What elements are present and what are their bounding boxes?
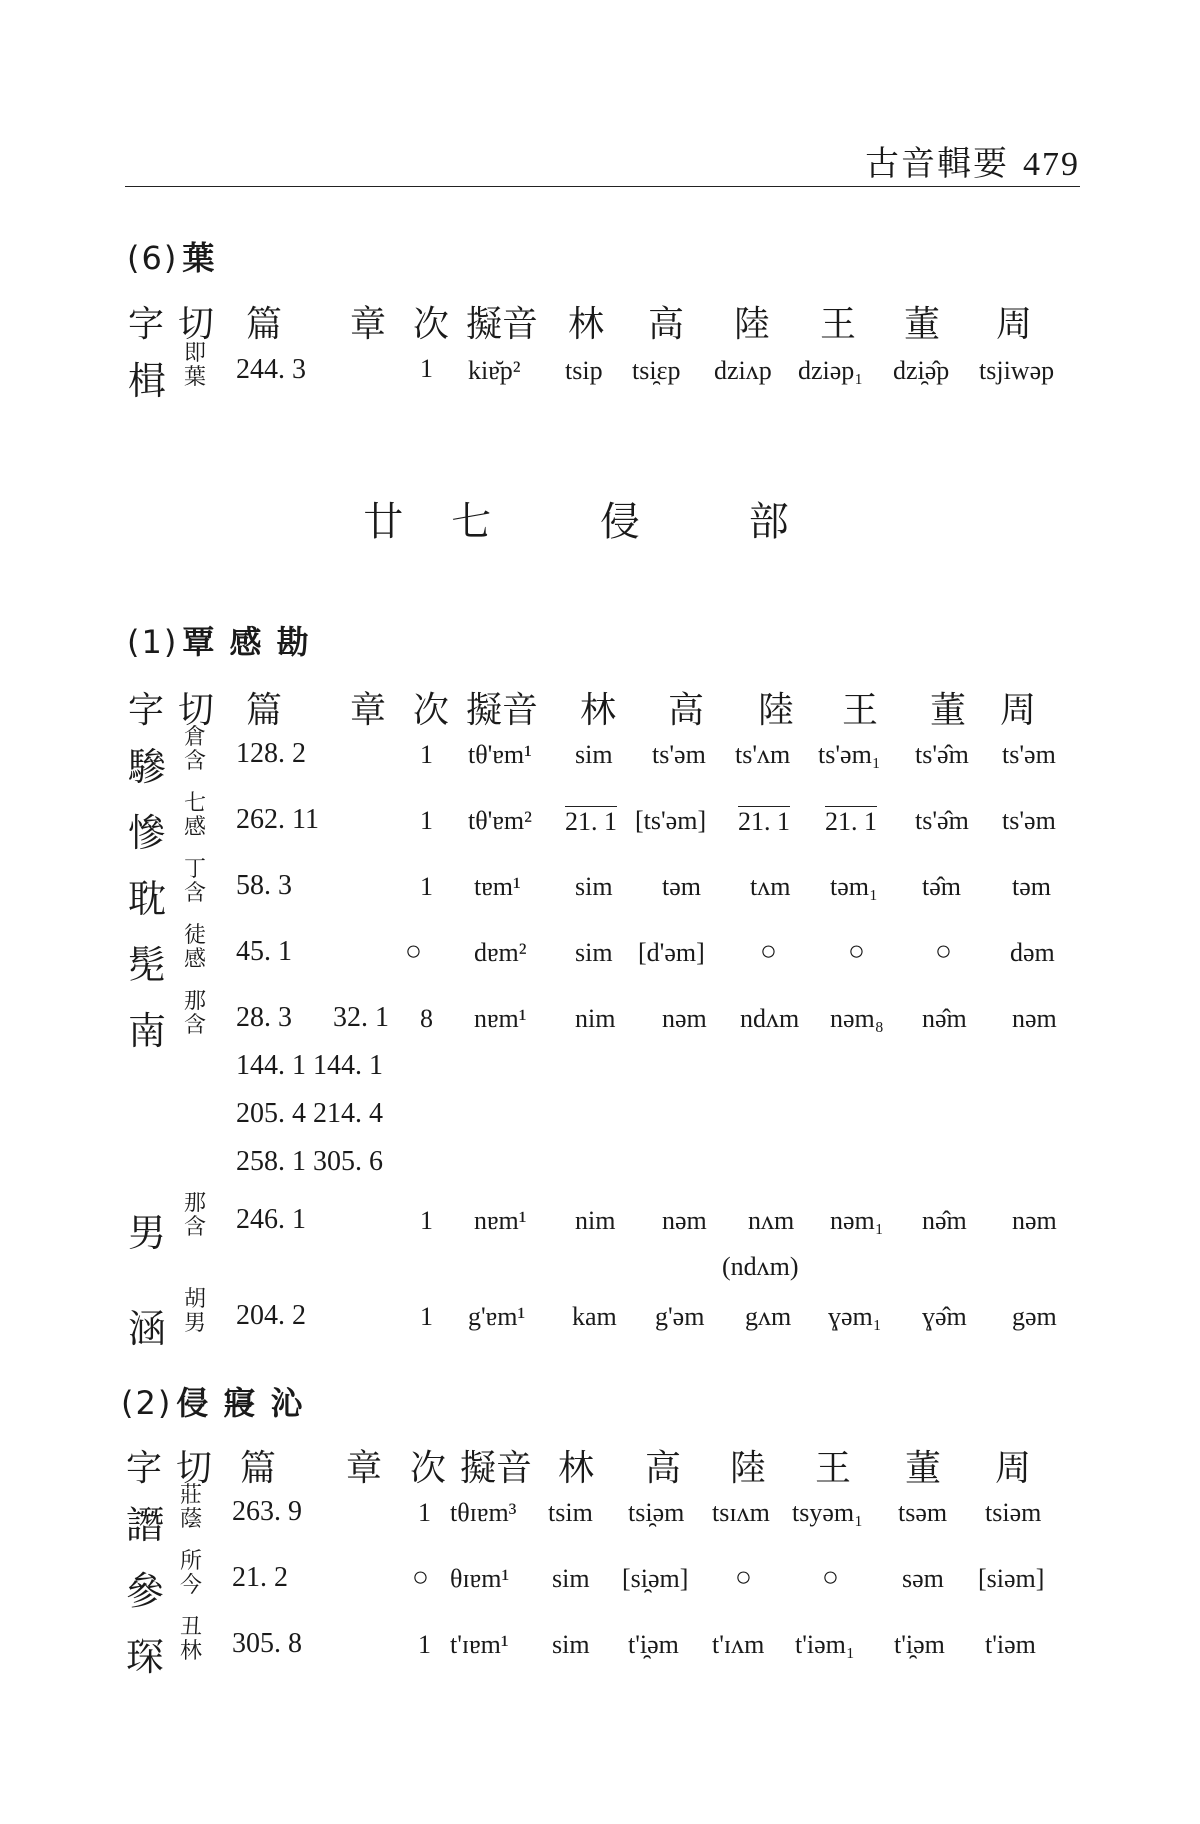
page-header (125, 130, 1080, 187)
cross-reference: 21. 1 (825, 807, 877, 836)
section-heading-ye: (6) 葉 (127, 239, 217, 277)
cross-reference: 21. 1 (565, 807, 617, 836)
section-heading-qin: (2) 侵 寢 沁 (121, 1384, 305, 1422)
cross-reference: 21. 1 (738, 807, 790, 836)
running-title: 古音輯要 (865, 144, 1009, 184)
chapter-title: 廿七 侵 部 (363, 499, 837, 545)
page-number: 479 (1023, 146, 1080, 183)
section-heading-tan: (1) 覃 感 勘 (127, 623, 311, 661)
